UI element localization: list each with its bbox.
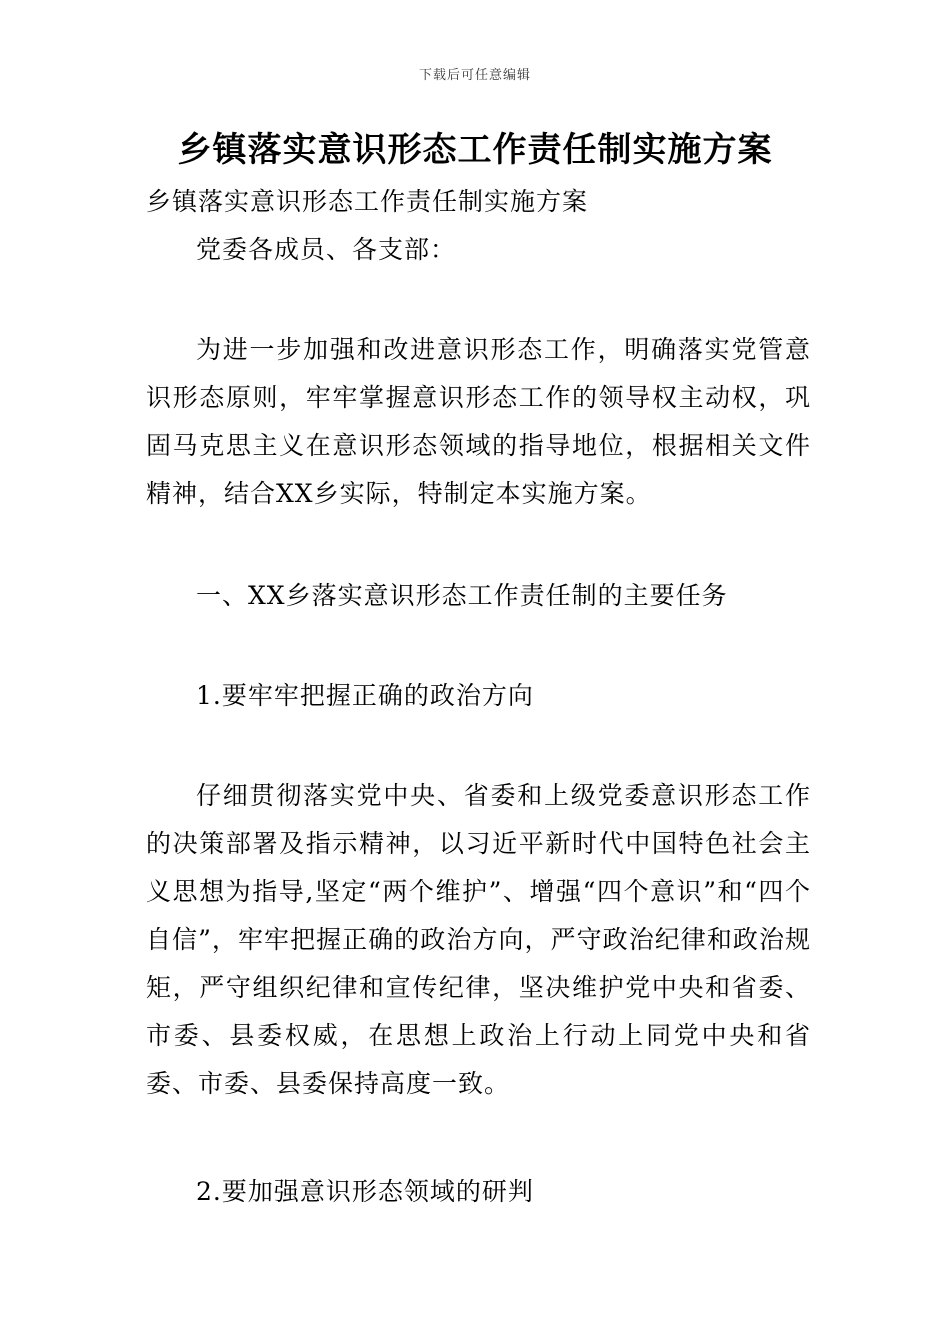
salutation: 党委各成员、各支部： [196, 235, 457, 264]
header-watermark: 下载后可任意编辑 [418, 68, 531, 83]
body-paragraph: 仔细贯彻落实党中央、省委和上级党委意识形态工作的决策部署及指示精神，以习近平新时代中国特色社会主义思想为指导,坚定“两个维护”、增强“四个意识”和“四个自信”，牢牢把握正确的政治方向，严守政治纪律和政治规矩，严守组织纪律和宣传纪律，坚决维护党中央和省委、市委、县委权威，在思想上政治上行动上同党中央和省委、市委、县委保持高度一致。 [146, 781, 811, 1098]
item-heading-2: 2.要加强意识形态领域的研判 [196, 1177, 534, 1206]
section-heading: 一、XX乡落实意识形态工作责任制的主要任务 [196, 581, 728, 610]
intro-paragraph: 为进一步加强和改进意识形态工作，明确落实党管意识形态原则，牢牢掌握意识形态工作的领导权主动权，巩固马克思主义在意识形态领域的指导地位，根据相关文件精神，结合XX乡实际，特制定本实施方案。 [146, 335, 811, 508]
item-heading-1: 1.要牢牢把握正确的政治方向 [196, 681, 534, 710]
document-title: 乡镇落实意识形态工作责任制实施方案 [177, 130, 773, 170]
document-subtitle: 乡镇落实意识形态工作责任制实施方案 [146, 187, 589, 216]
